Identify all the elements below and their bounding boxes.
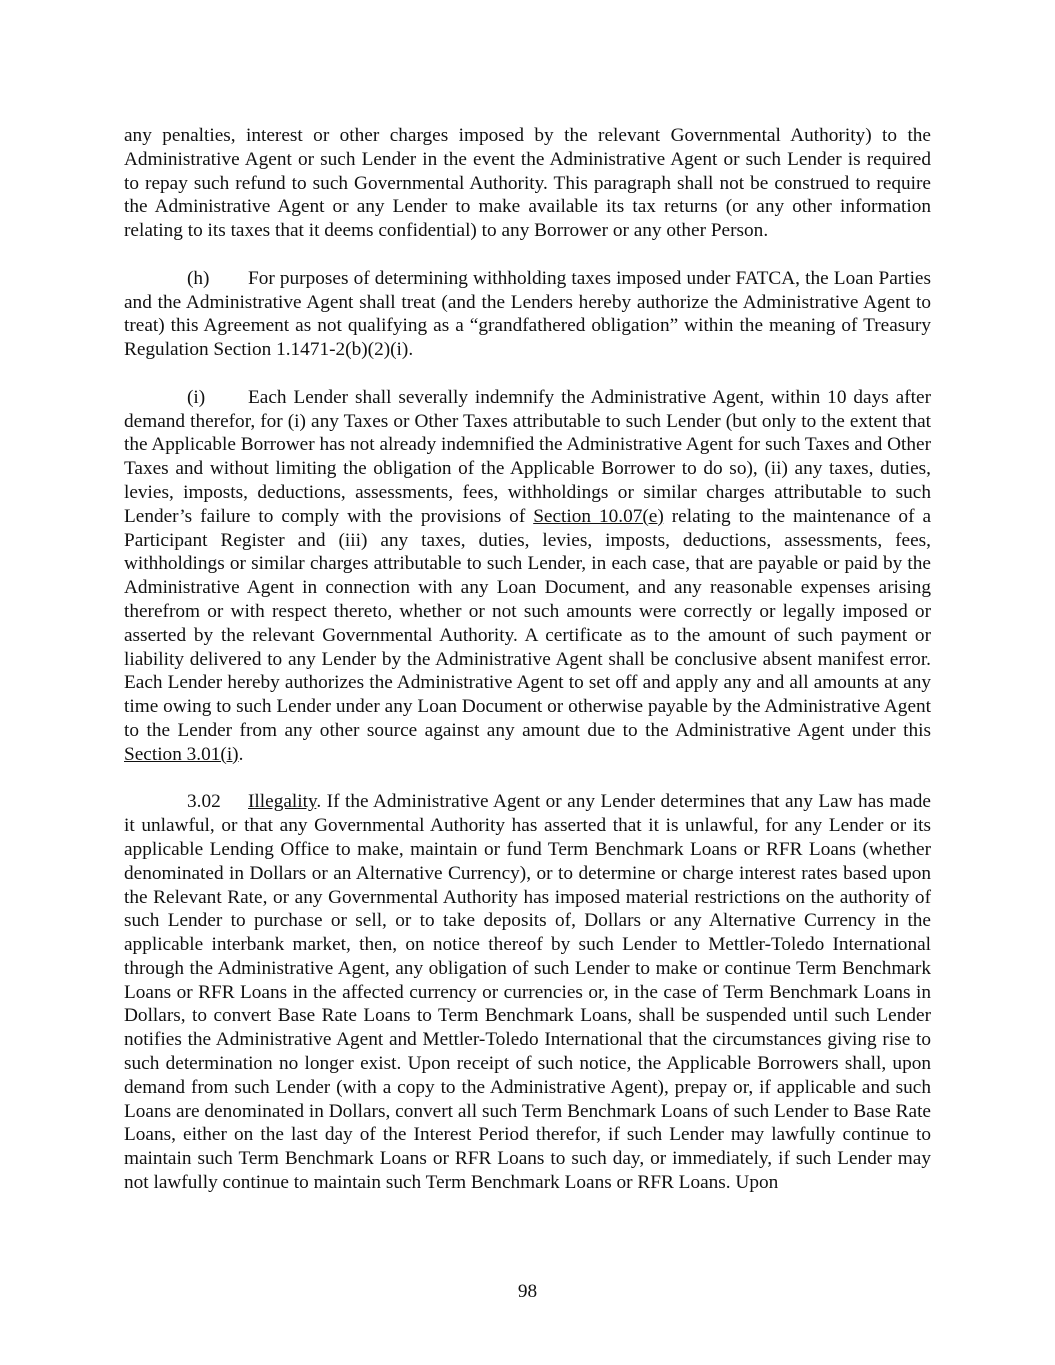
paragraph-h-marker: (h) [187,267,210,289]
section-3-02-marker: 3.02 [187,791,221,813]
section-3-02-heading-punct: . [316,791,327,813]
paragraph-h-text: For purposes of determining withholding taxes imposed under FATCA, the Loan Parties and the Administrative Agent shall treat (and the Lenders hereby authorize the Administrative Agent to treat) this Agreement as not qualifying as a “grandfathered obligation” within the meaning of Treasury Regulation Section 1.1471-2(b)(2)(i). [124,267,931,361]
paragraph-i-text-3: . [238,743,244,765]
paragraph-h [124,267,931,362]
paragraph-i-text-1: Each Lender shall severally indemnify the Administrative Agent, within 10 days after demand therefor, for (i) any Taxes or Other Taxes attributable to such Lender (but only to the extent that the Applicable Borrower has not already indemnified the Administrative Agent for such Taxes and Other Taxes and without limiting the obligation of the Applicable Borrower to do so), (ii) any taxes, duties, levies, imposts, deductions, assessments, fees, withholdings or similar charges attributable to such Lender’s failure to comply with the provisions of [124,386,931,527]
paragraph-i-text-2: relating to the maintenance of a Participant Register and (iii) any taxes, duties, levies, imposts, deductions, assessments, fees, withholdings or similar charges attributable to such Lender, in each case, that are payable or paid by the Administrative Agent in connection with any Loan Document, and any reasonable expenses arising therefrom or with respect thereto, whether or not such amounts were correctly or legally imposed or asserted by the relevant Governmental Authority. A certificate as to the amount of such payment or liability delivered to any Lender by the Administrative Agent shall be conclusive absent manifest error. Each Lender hereby authorizes the Administrative Agent to set off and apply any and all amounts at any time owing to such Lender under any Loan Document or otherwise payable by the Administrative Agent to the Lender from any other source against any amount due to the Administrative Agent under this [124,505,931,741]
section-10-07e-reference: Section 10.07(e) [533,505,664,527]
document-page [124,124,931,1219]
paragraph-continuation [124,124,931,243]
section-3-01i-reference: Section 3.01(i) [124,743,239,765]
page-number: 98 [517,1281,538,1302]
paragraph-continuation-text: any penalties, interest or other charges imposed by the relevant Governmental Authority) to the Administrative Agent or such Lender in the event the Administrative Agent or such Lender is required to repay such refund to such Governmental Authority. This paragraph shall not be construed to require the Administrative Agent or any Lender to make available its tax returns (or any other information relating to its taxes that it deems confidential) to any Borrower or any other Person. [124,125,931,242]
section-3-02-heading: Illegality [248,791,317,813]
paragraph-i-marker: (i) [187,386,206,408]
section-3-02-text: If the Administrative Agent or any Lender determines that any Law has made it unlawful, or that any Governmental Authority has asserted that it is unlawful, for any Lender or its applicable Lending Office to make, maintain or fund Term Benchmark Loans or RFR Loans (whether denominated in Dollars or an Alternative Currency), or to determine or charge interest rates based upon the Relevant Rate, or any Governmental Authority has imposed material restrictions on the authority of such Lender to purchase or sell, or to take deposits of, Dollars or any Alternative Currency in the applicable interbank market, then, on notice thereof by such Lender to Mettler-Toledo International through the Administrative Agent, any obligation of such Lender to make or continue Term Benchmark Loans or RFR Loans in the affected currency or currencies or, in the case of Term Benchmark Loans in Dollars, to convert Base Rate Loans to Term Benchmark Loans, shall be suspended until such Lender notifies the Administrative Agent and Mettler-Toledo International that the circumstances giving rise to such determination no longer exist. Upon receipt of such notice, the Applicable Borrowers shall, upon demand from such Lender (with a copy to the Administrative Agent), prepay or, if applicable and such Loans are denominated in Dollars, convert all such Term Benchmark Loans of such Lender to Base Rate Loans, either on the last day of the Interest Period therefor, if such Lender may lawfully continue to maintain such Term Benchmark Loans or RFR Loans to such day, or immediately, if such Lender may not lawfully continue to maintain such Term Benchmark Loans or RFR Loans. Upon [124,791,931,1194]
paragraph-i [124,386,931,767]
section-3-02 [124,790,931,1195]
